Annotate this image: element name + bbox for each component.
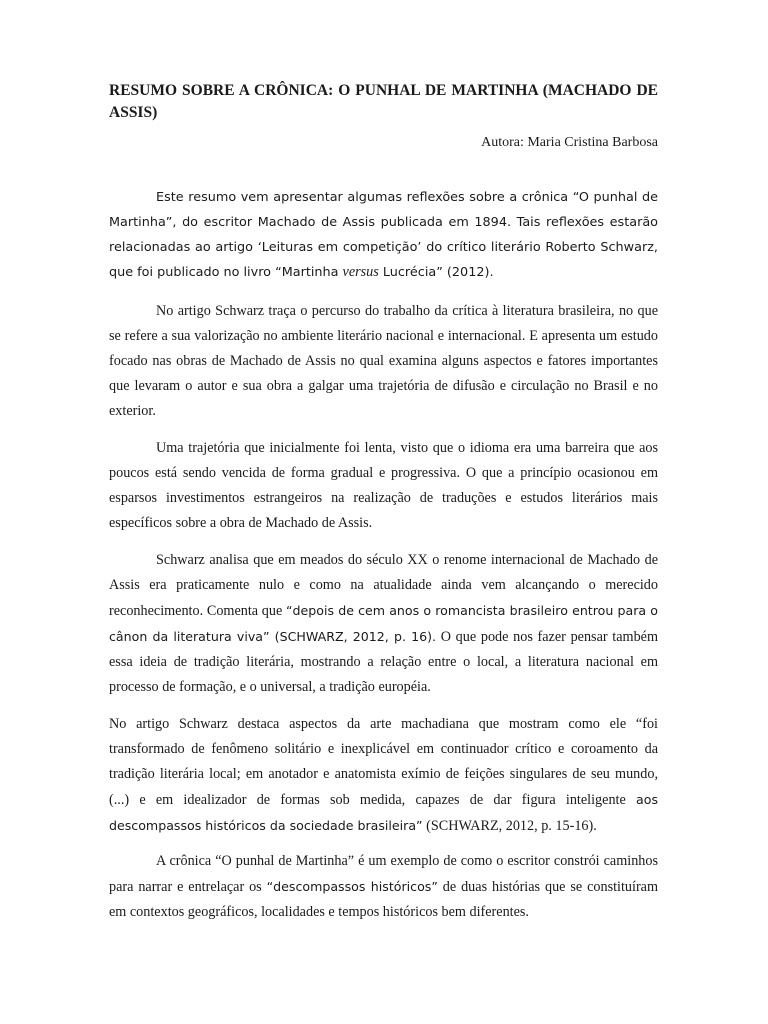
paragraph-1-text-end: Lucrécia” (2012). [378,265,494,280]
document-body [109,185,658,925]
paragraph-5-text: No artigo Schwarz destaca aspectos da arte machadiana que mostram como ele “foi transformado de fenômeno solitário e inexplicável em continuador crítico e coroamento da tradição literária local; em anotador e anatomista exímio de feições singulares de seu mundo, (...) e em idealizador de formas sob medida, capazes de dar figura inteligente [109,716,658,808]
paragraph-1 [109,185,658,285]
paragraph-4-text-end: O que pode nos fazer pensar também essa ideia de tradição literária, mostrando a relação entre o local, a literatura nacional em processo de formação, e o universal, a tradição européia. [109,629,658,695]
paragraph-3: Uma trajetória que inicialmente foi lenta, visto que o idioma era uma barreira que aos poucos está sendo vencida de forma gradual e progressiva. O que a princípio ocasionou em esparsos investimentos estrangeiros na realização de traduções e estudos literários mais específicos sobre a obra de Machado de Assis. [109,440,658,531]
document-content [109,80,658,939]
paragraph-6-text: A crônica “O punhal de Martinha” é um exemplo de como o escritor constrói caminhos para narrar e entrelaçar os [109,853,658,895]
author-line: Autora: Maria Cristina Barbosa [481,135,658,150]
paragraph-4-text: Schwarz analisa que em meados do século XX o renome internacional de Machado de Assis era praticamente nulo e como na atualidade ainda vem alcançando o merecido reconhecimento. Comenta que [109,552,658,619]
paragraph-6 [109,849,658,925]
paragraph-5-citation: (SCHWARZ, 2012, p. 15-16). [422,818,597,834]
paragraph-5-quote-end: aos descompassos históricos da sociedade brasileira” [109,792,658,833]
paragraph-1-italic: versus [342,264,379,280]
paragraph-4 [109,548,658,700]
paragraph-4-quote: “depois de cem anos o romancista brasileiro entrou para o cânon da literatura viva” (SCHWARZ, 2012, p. 16). [109,603,658,644]
document-title: RESUMO SOBRE A CRÔNICA: O PUNHAL DE MARTINHA (MACHADO DE ASSIS) [109,82,658,121]
paragraph-2: No artigo Schwarz traça o percurso do trabalho da crítica à literatura brasileira, no que se refere a sua valorização no ambiente literário nacional e internacional. E apresenta um estudo focado nas obras de Machado de Assis no qual examina alguns aspectos e fatores importantes que levaram o autor e sua obra a galgar uma trajetória de difusão e circulação no Brasil e no exterior. [109,303,658,419]
paragraph-6-text-end: de duas histórias que se constituíram em contextos geográficos, localidades e tempos históricos bem diferentes. [109,879,659,920]
paragraph-1-text: Este resumo vem apresentar algumas reflexões sobre a crônica “O punhal de Martinha”, do escritor Machado de Assis publicada em 1894. Tais reflexões estarão relacionadas ao artigo ‘Leituras em competição’ do crítico literário Roberto Schwarz, que foi publicado no livro “Martinha [109,190,658,280]
paragraph-6-quote: “descompassos históricos” [266,879,438,894]
paragraph-5 [109,712,658,839]
